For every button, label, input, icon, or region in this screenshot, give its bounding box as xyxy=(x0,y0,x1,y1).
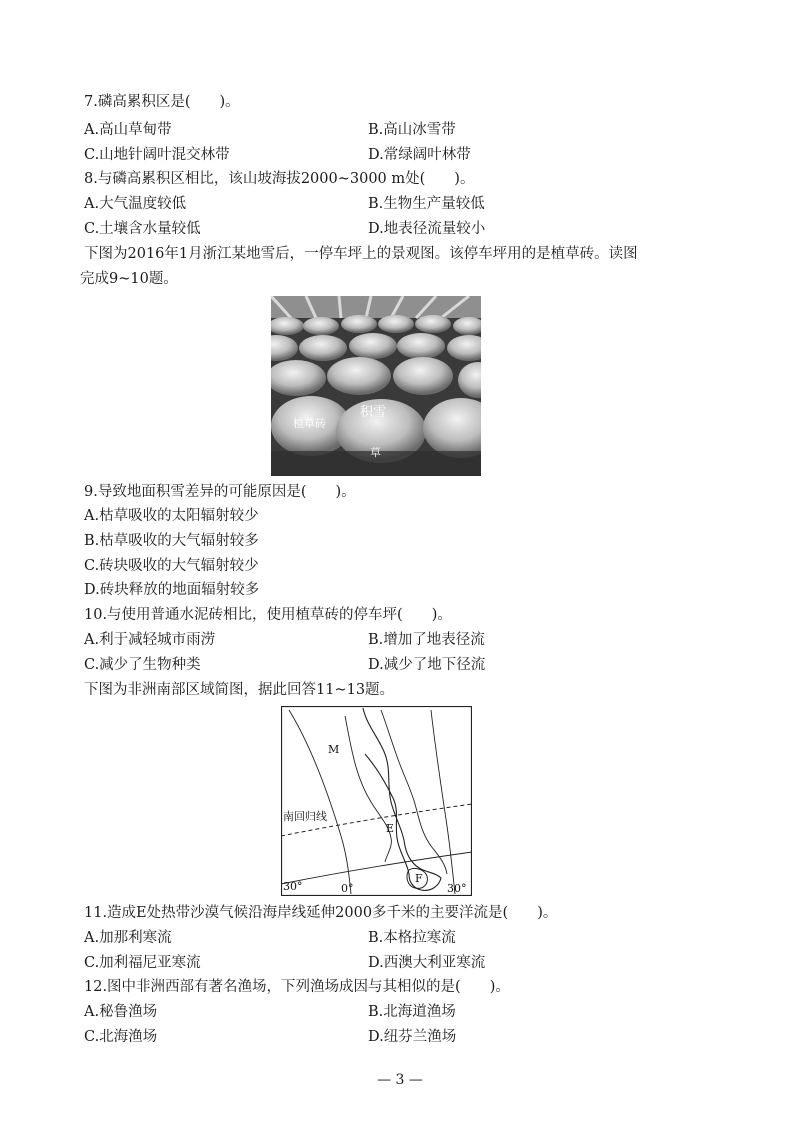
q7-stem: 7.磷高累积区是( )。 xyxy=(84,94,240,110)
q12-option-b: B.北海道渔场 xyxy=(368,1004,456,1020)
q7-option-c: C.山地针阔叶混交林带 xyxy=(84,147,230,163)
q12-option-c: C.北海渔场 xyxy=(84,1029,158,1045)
intro-9-10-line2: 完成9~10题。 xyxy=(80,271,178,287)
q10-option-c: C.减少了生物种类 xyxy=(84,657,201,673)
map-graphic xyxy=(281,706,472,896)
map-label-lon30: 30° xyxy=(447,882,467,895)
map-label-lat30: 30° xyxy=(283,880,303,893)
q8-option-a: A.大气温度较低 xyxy=(84,196,187,212)
intro-11-13: 下图为非洲南部区域简图，据此回答11~13题。 xyxy=(84,682,395,698)
q11-option-a: A.加那利寒流 xyxy=(84,930,172,946)
label-grass: 草 xyxy=(370,446,381,459)
map-label-f: F xyxy=(415,872,423,885)
q8-option-c: C.土壤含水量较低 xyxy=(84,221,201,237)
q10-option-b: B.增加了地表径流 xyxy=(368,632,485,648)
q11-option-b: B.本格拉寒流 xyxy=(368,930,456,946)
page-number: — 3 — xyxy=(377,1072,423,1088)
q12-option-d: D.纽芬兰渔场 xyxy=(368,1029,457,1045)
label-brick: 植草砖 xyxy=(293,417,326,430)
q9-option-a: A.枯草吸收的太阳辐射较少 xyxy=(84,508,259,524)
parking-lot-photo xyxy=(271,296,481,476)
q10-option-a: A.利于减轻城市雨涝 xyxy=(84,632,216,648)
map-label-lon0: 0° xyxy=(341,882,354,895)
q7-option-b: B.高山冰雪带 xyxy=(368,122,456,138)
q8-option-d: D.地表径流量较小 xyxy=(368,221,486,237)
q12-option-a: A.秘鲁渔场 xyxy=(84,1004,158,1020)
q9-option-c: C.砖块吸收的大气辐射较少 xyxy=(84,558,259,574)
q11-stem: 11.造成E处热带沙漠气候沿海岸线延伸2000多千米的主要洋流是( )。 xyxy=(84,905,558,921)
q10-option-d: D.减少了地下径流 xyxy=(368,657,486,673)
q9-option-d: D.砖块释放的地面辐射较多 xyxy=(84,582,260,598)
q7-option-a: A.高山草甸带 xyxy=(84,122,172,138)
q11-option-d: D.西澳大利亚寒流 xyxy=(368,955,486,971)
q9-option-b: B.枯草吸收的大气辐射较多 xyxy=(84,533,259,549)
q10-stem: 10.与使用普通水泥砖相比，使用植草砖的停车坪( )。 xyxy=(84,607,452,623)
intro-9-10-line1: 下图为2016年1月浙江某地雪后，一停车坪上的景观图。该停车坪用的是植草砖。读图 xyxy=(84,246,638,262)
southern-africa-map xyxy=(281,706,472,896)
q12-stem: 12.图中非洲西部有著名渔场，下列渔场成因与其相似的是( )。 xyxy=(84,979,510,995)
label-snow: 积雪 xyxy=(360,405,387,420)
map-label-e: E xyxy=(386,822,395,835)
q11-option-c: C.加利福尼亚寒流 xyxy=(84,955,201,971)
map-label-m: M xyxy=(328,743,340,756)
q9-stem: 9.导致地面积雪差异的可能原因是( )。 xyxy=(84,484,356,500)
q7-option-d: D.常绿阔叶林带 xyxy=(368,147,471,163)
map-label-tropic: 南回归线 xyxy=(283,810,327,823)
q8-stem: 8.与磷高累积区相比，该山坡海拔2000~3000 m处( )。 xyxy=(84,171,475,187)
q8-option-b: B.生物生产量较低 xyxy=(368,196,485,212)
